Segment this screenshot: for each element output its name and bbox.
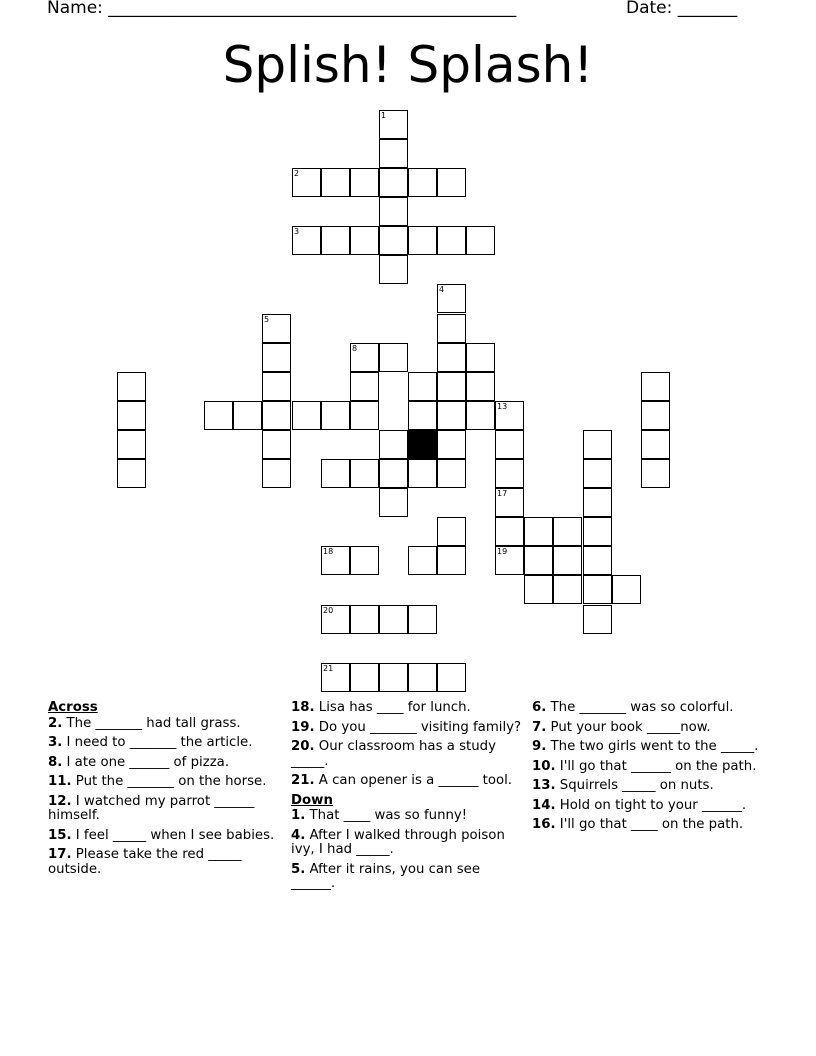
crossword-cell[interactable] (233, 401, 262, 430)
crossword-cell[interactable] (437, 343, 466, 372)
crossword-cell[interactable] (321, 663, 350, 692)
clue-number: 20. (291, 739, 315, 754)
across-heading: Across (48, 700, 98, 715)
clue-down-1 (291, 809, 523, 824)
clue-text: Put your book _____now. (546, 719, 711, 735)
crossword-cell[interactable] (437, 459, 466, 488)
crossword-cell[interactable] (408, 372, 437, 401)
crossword-cell[interactable] (350, 605, 379, 634)
clue-number: 4. (291, 827, 306, 843)
clue-number: 5. (291, 861, 306, 877)
crossword-cell[interactable] (350, 401, 379, 430)
clue-down-6 (532, 701, 766, 716)
cell-number: 8 (352, 344, 358, 353)
crossword-cell[interactable] (350, 168, 379, 197)
crossword-cell[interactable] (437, 314, 466, 343)
clue-down-4 (291, 829, 523, 858)
crossword-cell[interactable] (466, 343, 495, 372)
crossword-cell[interactable] (379, 110, 408, 139)
crossword-cell[interactable] (379, 139, 408, 168)
clue-across-19 (291, 721, 523, 736)
clue-across-12 (48, 795, 280, 824)
crossword-cell[interactable] (262, 314, 291, 343)
clue-text: I need to _______ the article. (62, 735, 253, 750)
crossword-cell[interactable] (117, 401, 146, 430)
cell-number: 4 (439, 285, 445, 294)
clue-text: Put the _______ on the horse. (71, 774, 267, 789)
clue-text: Do you _______ visiting family? (314, 719, 522, 735)
crossword-cell[interactable] (553, 517, 582, 546)
crossword-cell[interactable] (408, 401, 437, 430)
blocked-cell (408, 430, 437, 459)
crossword-cell[interactable] (379, 197, 408, 226)
clue-across-18 (291, 701, 523, 716)
crossword-cell[interactable] (117, 372, 146, 401)
clue-number: 19. (291, 719, 315, 735)
clue-text: I'll go that ____ on the path. (555, 817, 744, 832)
crossword-cell[interactable] (466, 226, 495, 255)
down-heading: Down (291, 792, 333, 808)
clue-text: I feel _____ when I see babies. (71, 827, 275, 843)
clue-number: 12. (48, 793, 72, 809)
crossword-cell[interactable] (495, 401, 524, 430)
clue-text: I ate one ______ of pizza. (62, 754, 230, 770)
crossword-cell[interactable] (350, 343, 379, 372)
crossword-cell[interactable] (379, 605, 408, 634)
clue-number: 13. (532, 778, 556, 793)
clue-down-16 (532, 818, 766, 833)
crossword-cell[interactable] (379, 226, 408, 255)
clue-number: 18. (291, 700, 315, 715)
clue-text: That ____ was so funny! (305, 808, 468, 823)
crossword-cell[interactable] (379, 343, 408, 372)
clue-across-15 (48, 829, 280, 844)
crossword-cell[interactable] (379, 459, 408, 488)
crossword-cell[interactable] (350, 546, 379, 575)
crossword-cell[interactable] (321, 168, 350, 197)
cell-number: 2 (294, 169, 300, 178)
clue-number: 6. (532, 700, 547, 715)
crossword-cell[interactable] (321, 401, 350, 430)
crossword-cell[interactable] (350, 663, 379, 692)
crossword-cell[interactable] (379, 663, 408, 692)
clue-text: Please take the red _____ outside. (48, 847, 242, 877)
crossword-cell[interactable] (583, 459, 612, 488)
cell-number: 19 (497, 547, 508, 556)
crossword-cell[interactable] (379, 168, 408, 197)
clue-text: I watched my parrot ______ himself. (48, 793, 255, 823)
clue-down-9 (532, 740, 766, 755)
crossword-cell[interactable] (408, 605, 437, 634)
crossword-cell[interactable] (117, 459, 146, 488)
clue-down-7 (532, 721, 766, 736)
crossword-cell[interactable] (612, 575, 641, 604)
clues-column-1 (48, 701, 280, 882)
clue-text: A can opener is a ______ tool. (314, 773, 513, 788)
clue-number: 2. (48, 715, 63, 731)
cell-number: 3 (294, 227, 300, 236)
clue-number: 17. (48, 847, 72, 862)
crossword-cell[interactable] (379, 488, 408, 517)
name-field-label: Name: ________________________________________________ (47, 0, 517, 18)
crossword-cell[interactable] (321, 459, 350, 488)
crossword-cell[interactable] (262, 430, 291, 459)
crossword-cell[interactable] (408, 226, 437, 255)
clue-across-3 (48, 736, 280, 751)
crossword-cell[interactable] (437, 168, 466, 197)
clue-across-2 (48, 717, 280, 732)
clue-down-10 (532, 760, 766, 775)
clue-text: The _______ was so colorful. (546, 700, 734, 715)
crossword-cell[interactable] (524, 546, 553, 575)
crossword-cell[interactable] (408, 459, 437, 488)
crossword-cell[interactable] (466, 401, 495, 430)
clue-text: After it rains, you can see ______. (291, 861, 481, 891)
crossword-cell[interactable] (583, 430, 612, 459)
crossword-cell[interactable] (495, 488, 524, 517)
clue-text: Squirrels _____ on nuts. (555, 778, 714, 793)
clue-across-17 (48, 848, 280, 877)
clue-across-21 (291, 774, 523, 789)
crossword-cell[interactable] (292, 401, 321, 430)
date-field-label: Date: _______ (626, 0, 738, 18)
cell-number: 18 (323, 547, 334, 556)
crossword-cell[interactable] (466, 372, 495, 401)
clue-across-20 (291, 740, 523, 769)
crossword-cell[interactable] (437, 663, 466, 692)
clue-number: 11. (48, 774, 72, 789)
crossword-cell[interactable] (641, 430, 670, 459)
clue-number: 3. (48, 735, 63, 750)
clue-text: Hold on tight to your ______. (555, 797, 747, 813)
crossword-cell[interactable] (437, 430, 466, 459)
clue-text: I'll go that ______ on the path. (555, 758, 757, 774)
crossword-cell[interactable] (379, 255, 408, 284)
crossword-cell[interactable] (495, 430, 524, 459)
crossword-cell[interactable] (321, 605, 350, 634)
crossword-cell[interactable] (583, 546, 612, 575)
crossword-cell[interactable] (262, 401, 291, 430)
cell-number: 5 (264, 315, 270, 324)
cell-number: 17 (497, 489, 508, 498)
clue-text: The _______ had tall grass. (62, 715, 241, 731)
crossword-cell[interactable] (350, 226, 379, 255)
clue-text: Lisa has ____ for lunch. (314, 700, 471, 715)
crossword-cell[interactable] (583, 575, 612, 604)
crossword-cell[interactable] (641, 372, 670, 401)
crossword-cell[interactable] (204, 401, 233, 430)
crossword-cell[interactable] (583, 488, 612, 517)
crossword-cell[interactable] (262, 343, 291, 372)
crossword-cell[interactable] (495, 459, 524, 488)
crossword-cell[interactable] (437, 517, 466, 546)
clues-column-3 (532, 701, 766, 838)
clue-down-13 (532, 779, 766, 794)
crossword-cell[interactable] (292, 168, 321, 197)
crossword-cell[interactable] (641, 401, 670, 430)
clue-number: 1. (291, 808, 306, 823)
page-title: Splish! Splash! (222, 36, 594, 94)
clue-text: The two girls went to the _____. (546, 739, 759, 754)
crossword-cell[interactable] (437, 401, 466, 430)
cell-number: 21 (323, 664, 334, 673)
crossword-cell[interactable] (408, 663, 437, 692)
clues-column-2 (291, 701, 523, 897)
clue-down-5 (291, 863, 523, 892)
crossword-cell[interactable] (553, 546, 582, 575)
crossword-cell[interactable] (583, 517, 612, 546)
clue-across-11 (48, 775, 280, 790)
clue-number: 9. (532, 739, 547, 754)
crossword-cell[interactable] (437, 546, 466, 575)
crossword-cell[interactable] (437, 284, 466, 313)
crossword-cell[interactable] (379, 430, 408, 459)
clue-text: After I walked through poison ivy, I had _____. (291, 827, 505, 857)
crossword-cell[interactable] (262, 459, 291, 488)
crossword-cell[interactable] (524, 517, 553, 546)
crossword-cell[interactable] (524, 575, 553, 604)
clue-number: 7. (532, 719, 547, 735)
crossword-cell[interactable] (350, 459, 379, 488)
crossword-cell[interactable] (321, 226, 350, 255)
clue-text: Our classroom has a study _____. (291, 739, 496, 769)
crossword-cell[interactable] (321, 546, 350, 575)
crossword-cell[interactable] (437, 372, 466, 401)
crossword-cell[interactable] (641, 459, 670, 488)
clue-number: 14. (532, 797, 556, 813)
cell-number: 20 (323, 606, 334, 615)
crossword-cell[interactable] (495, 517, 524, 546)
crossword-cell[interactable] (262, 372, 291, 401)
crossword-cell[interactable] (117, 430, 146, 459)
crossword-cell[interactable] (350, 372, 379, 401)
clue-across-8 (48, 756, 280, 771)
clue-number: 10. (532, 758, 556, 774)
clue-number: 15. (48, 827, 72, 843)
clue-down-14 (532, 799, 766, 814)
crossword-cell[interactable] (437, 226, 466, 255)
crossword-cell[interactable] (408, 546, 437, 575)
crossword-cell[interactable] (408, 168, 437, 197)
crossword-cell[interactable] (292, 226, 321, 255)
crossword-cell[interactable] (553, 575, 582, 604)
crossword-cell[interactable] (583, 605, 612, 634)
clue-number: 8. (48, 754, 63, 770)
crossword-cell[interactable] (495, 546, 524, 575)
clue-number: 21. (291, 773, 315, 788)
cell-number: 1 (381, 111, 387, 120)
cell-number: 13 (497, 402, 508, 411)
clue-number: 16. (532, 817, 556, 832)
